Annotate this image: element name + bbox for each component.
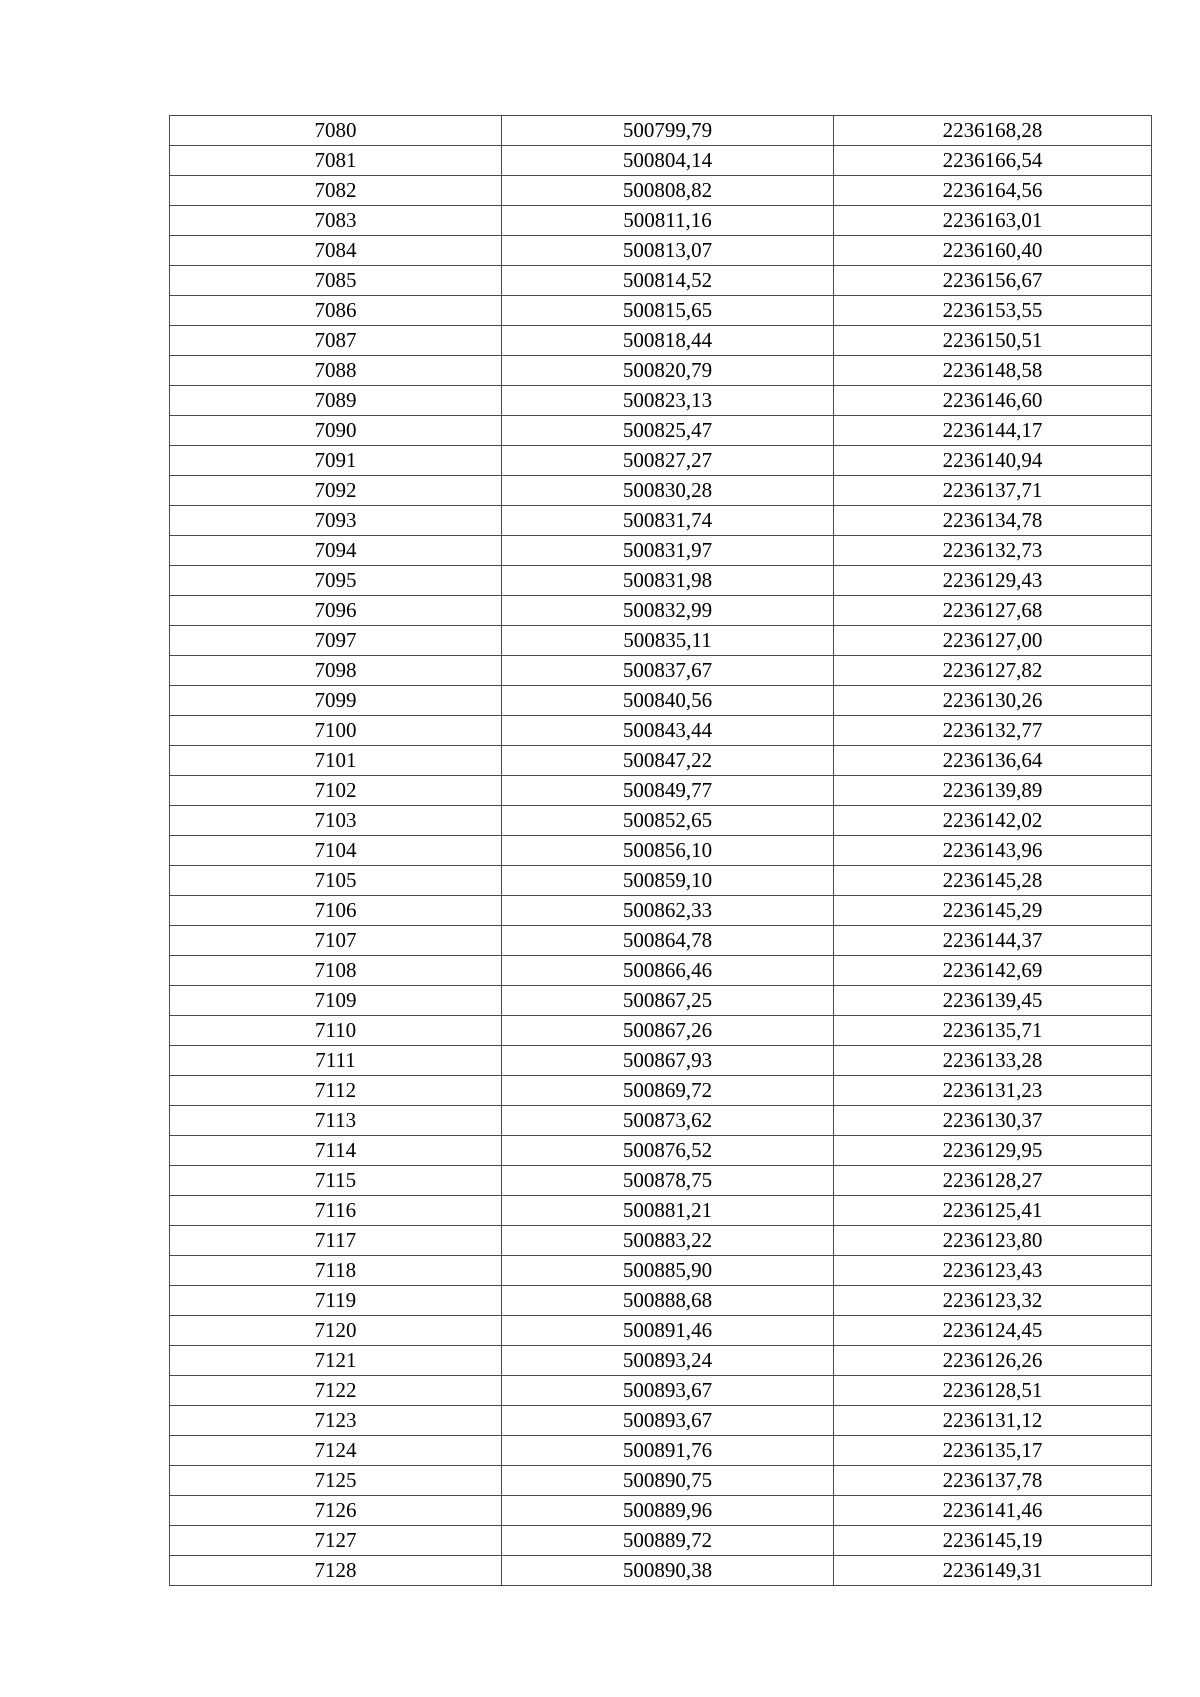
point-number-cell: 7122 xyxy=(170,1376,502,1406)
table-row xyxy=(170,566,1152,596)
y-coordinate-cell: 2236128,27 xyxy=(834,1166,1152,1196)
point-number-cell: 7102 xyxy=(170,776,502,806)
point-number-cell: 7099 xyxy=(170,686,502,716)
point-number-cell: 7113 xyxy=(170,1106,502,1136)
point-number-cell: 7114 xyxy=(170,1136,502,1166)
table-row xyxy=(170,1346,1152,1376)
y-coordinate-cell: 2236133,28 xyxy=(834,1046,1152,1076)
x-coordinate-cell: 500883,22 xyxy=(502,1226,834,1256)
point-number-cell: 7111 xyxy=(170,1046,502,1076)
table-row xyxy=(170,716,1152,746)
point-number-cell: 7109 xyxy=(170,986,502,1016)
point-number-cell: 7085 xyxy=(170,266,502,296)
table-row xyxy=(170,1106,1152,1136)
table-row xyxy=(170,1016,1152,1046)
y-coordinate-cell: 2236135,71 xyxy=(834,1016,1152,1046)
y-coordinate-cell: 2236126,26 xyxy=(834,1346,1152,1376)
x-coordinate-cell: 500890,38 xyxy=(502,1556,834,1586)
point-number-cell: 7088 xyxy=(170,356,502,386)
y-coordinate-cell: 2236132,77 xyxy=(834,716,1152,746)
table-row xyxy=(170,1316,1152,1346)
y-coordinate-cell: 2236127,68 xyxy=(834,596,1152,626)
table-row xyxy=(170,1226,1152,1256)
x-coordinate-cell: 500889,72 xyxy=(502,1526,834,1556)
point-number-cell: 7119 xyxy=(170,1286,502,1316)
y-coordinate-cell: 2236150,51 xyxy=(834,326,1152,356)
y-coordinate-cell: 2236136,64 xyxy=(834,746,1152,776)
y-coordinate-cell: 2236166,54 xyxy=(834,146,1152,176)
point-number-cell: 7124 xyxy=(170,1436,502,1466)
y-coordinate-cell: 2236168,28 xyxy=(834,116,1152,146)
x-coordinate-cell: 500808,82 xyxy=(502,176,834,206)
y-coordinate-cell: 2236128,51 xyxy=(834,1376,1152,1406)
y-coordinate-cell: 2236148,58 xyxy=(834,356,1152,386)
table-row xyxy=(170,416,1152,446)
table-row xyxy=(170,1046,1152,1076)
y-coordinate-cell: 2236123,32 xyxy=(834,1286,1152,1316)
x-coordinate-cell: 500831,74 xyxy=(502,506,834,536)
y-coordinate-cell: 2236145,28 xyxy=(834,866,1152,896)
y-coordinate-cell: 2236129,95 xyxy=(834,1136,1152,1166)
x-coordinate-cell: 500856,10 xyxy=(502,836,834,866)
y-coordinate-cell: 2236142,69 xyxy=(834,956,1152,986)
x-coordinate-cell: 500893,67 xyxy=(502,1376,834,1406)
table-row xyxy=(170,1526,1152,1556)
point-number-cell: 7116 xyxy=(170,1196,502,1226)
table-row xyxy=(170,1076,1152,1106)
x-coordinate-cell: 500881,21 xyxy=(502,1196,834,1226)
table-row xyxy=(170,896,1152,926)
table-row xyxy=(170,986,1152,1016)
y-coordinate-cell: 2236163,01 xyxy=(834,206,1152,236)
x-coordinate-cell: 500811,16 xyxy=(502,206,834,236)
table-row xyxy=(170,446,1152,476)
point-number-cell: 7110 xyxy=(170,1016,502,1046)
table-row xyxy=(170,1286,1152,1316)
y-coordinate-cell: 2236142,02 xyxy=(834,806,1152,836)
y-coordinate-cell: 2236146,60 xyxy=(834,386,1152,416)
table-row xyxy=(170,776,1152,806)
table-row xyxy=(170,626,1152,656)
y-coordinate-cell: 2236130,37 xyxy=(834,1106,1152,1136)
y-coordinate-cell: 2236145,29 xyxy=(834,896,1152,926)
x-coordinate-cell: 500814,52 xyxy=(502,266,834,296)
x-coordinate-cell: 500866,46 xyxy=(502,956,834,986)
point-number-cell: 7093 xyxy=(170,506,502,536)
table-row xyxy=(170,956,1152,986)
point-number-cell: 7091 xyxy=(170,446,502,476)
x-coordinate-cell: 500832,99 xyxy=(502,596,834,626)
y-coordinate-cell: 2236160,40 xyxy=(834,236,1152,266)
y-coordinate-cell: 2236139,89 xyxy=(834,776,1152,806)
table-row xyxy=(170,536,1152,566)
y-coordinate-cell: 2236127,82 xyxy=(834,656,1152,686)
point-number-cell: 7123 xyxy=(170,1406,502,1436)
x-coordinate-cell: 500890,75 xyxy=(502,1466,834,1496)
y-coordinate-cell: 2236137,71 xyxy=(834,476,1152,506)
table-row xyxy=(170,1466,1152,1496)
y-coordinate-cell: 2236156,67 xyxy=(834,266,1152,296)
x-coordinate-cell: 500825,47 xyxy=(502,416,834,446)
point-number-cell: 7127 xyxy=(170,1526,502,1556)
y-coordinate-cell: 2236141,46 xyxy=(834,1496,1152,1526)
point-number-cell: 7112 xyxy=(170,1076,502,1106)
point-number-cell: 7104 xyxy=(170,836,502,866)
table-row xyxy=(170,806,1152,836)
point-number-cell: 7096 xyxy=(170,596,502,626)
x-coordinate-cell: 500867,25 xyxy=(502,986,834,1016)
table-row xyxy=(170,1196,1152,1226)
table-row xyxy=(170,296,1152,326)
y-coordinate-cell: 2236143,96 xyxy=(834,836,1152,866)
point-number-cell: 7126 xyxy=(170,1496,502,1526)
y-coordinate-cell: 2236149,31 xyxy=(834,1556,1152,1586)
x-coordinate-cell: 500891,46 xyxy=(502,1316,834,1346)
point-number-cell: 7128 xyxy=(170,1556,502,1586)
y-coordinate-cell: 2236139,45 xyxy=(834,986,1152,1016)
point-number-cell: 7081 xyxy=(170,146,502,176)
table-row xyxy=(170,866,1152,896)
table-row xyxy=(170,386,1152,416)
table-row xyxy=(170,476,1152,506)
y-coordinate-cell: 2236140,94 xyxy=(834,446,1152,476)
coordinates-table-body xyxy=(170,116,1152,1586)
point-number-cell: 7101 xyxy=(170,746,502,776)
point-number-cell: 7103 xyxy=(170,806,502,836)
x-coordinate-cell: 500893,67 xyxy=(502,1406,834,1436)
y-coordinate-cell: 2236127,00 xyxy=(834,626,1152,656)
table-row xyxy=(170,176,1152,206)
y-coordinate-cell: 2236131,23 xyxy=(834,1076,1152,1106)
x-coordinate-cell: 500889,96 xyxy=(502,1496,834,1526)
x-coordinate-cell: 500823,13 xyxy=(502,386,834,416)
table-row xyxy=(170,1256,1152,1286)
y-coordinate-cell: 2236135,17 xyxy=(834,1436,1152,1466)
point-number-cell: 7089 xyxy=(170,386,502,416)
x-coordinate-cell: 500852,65 xyxy=(502,806,834,836)
table-row xyxy=(170,656,1152,686)
x-coordinate-cell: 500849,77 xyxy=(502,776,834,806)
point-number-cell: 7107 xyxy=(170,926,502,956)
y-coordinate-cell: 2236131,12 xyxy=(834,1406,1152,1436)
x-coordinate-cell: 500867,26 xyxy=(502,1016,834,1046)
y-coordinate-cell: 2236125,41 xyxy=(834,1196,1152,1226)
table-row xyxy=(170,506,1152,536)
point-number-cell: 7094 xyxy=(170,536,502,566)
y-coordinate-cell: 2236144,17 xyxy=(834,416,1152,446)
table-row xyxy=(170,926,1152,956)
table-row xyxy=(170,1406,1152,1436)
table-row xyxy=(170,206,1152,236)
x-coordinate-cell: 500831,97 xyxy=(502,536,834,566)
x-coordinate-cell: 500820,79 xyxy=(502,356,834,386)
x-coordinate-cell: 500847,22 xyxy=(502,746,834,776)
x-coordinate-cell: 500862,33 xyxy=(502,896,834,926)
x-coordinate-cell: 500831,98 xyxy=(502,566,834,596)
table-row xyxy=(170,686,1152,716)
table-row xyxy=(170,746,1152,776)
y-coordinate-cell: 2236124,45 xyxy=(834,1316,1152,1346)
x-coordinate-cell: 500830,28 xyxy=(502,476,834,506)
table-row xyxy=(170,1166,1152,1196)
point-number-cell: 7115 xyxy=(170,1166,502,1196)
point-number-cell: 7080 xyxy=(170,116,502,146)
point-number-cell: 7098 xyxy=(170,656,502,686)
point-number-cell: 7082 xyxy=(170,176,502,206)
point-number-cell: 7120 xyxy=(170,1316,502,1346)
table-row xyxy=(170,236,1152,266)
point-number-cell: 7095 xyxy=(170,566,502,596)
x-coordinate-cell: 500873,62 xyxy=(502,1106,834,1136)
table-row xyxy=(170,1136,1152,1166)
y-coordinate-cell: 2236137,78 xyxy=(834,1466,1152,1496)
point-number-cell: 7092 xyxy=(170,476,502,506)
x-coordinate-cell: 500818,44 xyxy=(502,326,834,356)
x-coordinate-cell: 500891,76 xyxy=(502,1436,834,1466)
point-number-cell: 7106 xyxy=(170,896,502,926)
table-row xyxy=(170,146,1152,176)
x-coordinate-cell: 500864,78 xyxy=(502,926,834,956)
x-coordinate-cell: 500843,44 xyxy=(502,716,834,746)
x-coordinate-cell: 500885,90 xyxy=(502,1256,834,1286)
point-number-cell: 7108 xyxy=(170,956,502,986)
y-coordinate-cell: 2236144,37 xyxy=(834,926,1152,956)
x-coordinate-cell: 500876,52 xyxy=(502,1136,834,1166)
point-number-cell: 7118 xyxy=(170,1256,502,1286)
point-number-cell: 7100 xyxy=(170,716,502,746)
x-coordinate-cell: 500837,67 xyxy=(502,656,834,686)
y-coordinate-cell: 2236164,56 xyxy=(834,176,1152,206)
table-row xyxy=(170,356,1152,386)
x-coordinate-cell: 500859,10 xyxy=(502,866,834,896)
point-number-cell: 7083 xyxy=(170,206,502,236)
x-coordinate-cell: 500878,75 xyxy=(502,1166,834,1196)
x-coordinate-cell: 500827,27 xyxy=(502,446,834,476)
point-number-cell: 7090 xyxy=(170,416,502,446)
coordinates-table xyxy=(169,115,1152,1586)
table-row xyxy=(170,596,1152,626)
x-coordinate-cell: 500813,07 xyxy=(502,236,834,266)
point-number-cell: 7121 xyxy=(170,1346,502,1376)
point-number-cell: 7125 xyxy=(170,1466,502,1496)
x-coordinate-cell: 500835,11 xyxy=(502,626,834,656)
point-number-cell: 7084 xyxy=(170,236,502,266)
x-coordinate-cell: 500840,56 xyxy=(502,686,834,716)
x-coordinate-cell: 500815,65 xyxy=(502,296,834,326)
y-coordinate-cell: 2236145,19 xyxy=(834,1526,1152,1556)
table-row xyxy=(170,326,1152,356)
y-coordinate-cell: 2236153,55 xyxy=(834,296,1152,326)
point-number-cell: 7087 xyxy=(170,326,502,356)
table-row xyxy=(170,1496,1152,1526)
table-row xyxy=(170,116,1152,146)
table-row xyxy=(170,266,1152,296)
x-coordinate-cell: 500869,72 xyxy=(502,1076,834,1106)
y-coordinate-cell: 2236123,80 xyxy=(834,1226,1152,1256)
x-coordinate-cell: 500888,68 xyxy=(502,1286,834,1316)
point-number-cell: 7097 xyxy=(170,626,502,656)
table-row xyxy=(170,1436,1152,1466)
x-coordinate-cell: 500867,93 xyxy=(502,1046,834,1076)
table-row xyxy=(170,1556,1152,1586)
y-coordinate-cell: 2236123,43 xyxy=(834,1256,1152,1286)
point-number-cell: 7086 xyxy=(170,296,502,326)
point-number-cell: 7117 xyxy=(170,1226,502,1256)
y-coordinate-cell: 2236129,43 xyxy=(834,566,1152,596)
x-coordinate-cell: 500799,79 xyxy=(502,116,834,146)
y-coordinate-cell: 2236132,73 xyxy=(834,536,1152,566)
table-row xyxy=(170,836,1152,866)
point-number-cell: 7105 xyxy=(170,866,502,896)
y-coordinate-cell: 2236130,26 xyxy=(834,686,1152,716)
y-coordinate-cell: 2236134,78 xyxy=(834,506,1152,536)
x-coordinate-cell: 500893,24 xyxy=(502,1346,834,1376)
table-row xyxy=(170,1376,1152,1406)
x-coordinate-cell: 500804,14 xyxy=(502,146,834,176)
